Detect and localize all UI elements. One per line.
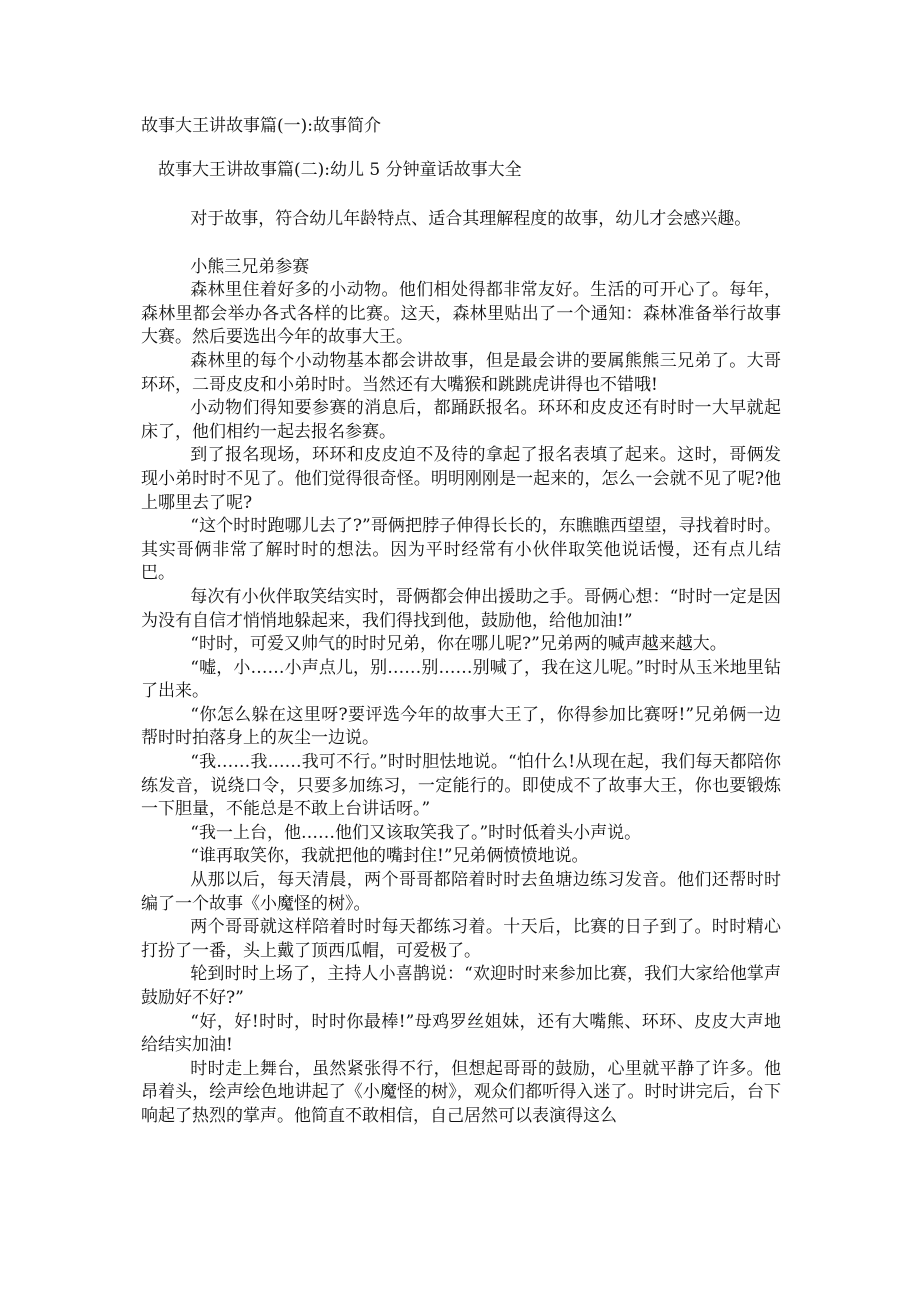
- story-paragraph: “我……我……我可不行。”时时胆怯地说。“怕什么!从现在起，我们每天都陪你练发音，说绕口令，只要多加练习，一定能行的。即使成不了故事大王，你也要锻炼一下胆量，不能总是不敢上台讲话呀。”: [141, 752, 781, 820]
- story-paragraph: “时时，可爱又帅气的时时兄弟，你在哪儿呢?”兄弟两的喊声越来越大。: [190, 634, 727, 655]
- heading-story-intro: 故事大王讲故事篇(一):故事简介: [141, 116, 381, 136]
- story-paragraph: 到了报名现场，环环和皮皮迫不及待的拿起了报名表填了起来。这时，哥俩发现小弟时时不见了。他们觉得很奇怪。明明刚刚是一起来的，怎么一会就不见了呢?他上哪里去了呢?: [141, 445, 781, 513]
- story-paragraph: 森林里的每个小动物基本都会讲故事，但是最会讲的要属熊熊三兄弟了。大哥环环，二哥皮皮和小弟时时。当然还有大嘴猴和跳跳虎讲得也不错哦!: [141, 350, 781, 395]
- story-paragraph: “谁再取笑你，我就把他的嘴封住!”兄弟俩愤愤地说。: [190, 846, 589, 867]
- story-paragraph: 时时走上舞台，虽然紧张得不行，但想起哥哥的鼓励，心里就平静了许多。他昂着头，绘声绘色地讲起了《小魔怪的树》，观众们都听得入迷了。时时讲完后，台下响起了热烈的掌声。他简直不敢相信，自己居然可以表演得这么: [141, 1058, 781, 1126]
- story-paragraph: 两个哥哥就这样陪着时时每天都练习着。十天后，比赛的日子到了。时时精心打扮了一番，头上戴了顶西瓜帽，可爱极了。: [141, 917, 781, 961]
- story-paragraph: “我一上台，他……他们又该取笑我了。”时时低着头小声说。: [190, 822, 642, 843]
- story-paragraph: “好，好!时时，时时你最棒!”母鸡罗丝姐妹，还有大嘴熊、环环、皮皮大声地给结实加油!: [141, 1011, 781, 1056]
- story-paragraph: “你怎么躲在这里呀?要评选今年的故事大王了，你得参加比赛呀!”兄弟俩一边帮时时拍落身上的灰尘一边说。: [141, 704, 781, 749]
- intro-paragraph: 对于故事，符合幼儿年龄特点、适合其理解程度的故事，幼儿才会感兴趣。: [190, 209, 752, 229]
- document-body: [141, 208, 781, 1129]
- story-title: 小熊三兄弟参赛: [190, 256, 310, 277]
- story-paragraph: 轮到时时上场了，主持人小喜鹊说：“欢迎时时来参加比赛，我们大家给他掌声鼓励好不好?”: [141, 964, 781, 1008]
- story-paragraph: 森林里住着好多的小动物。他们相处得都非常友好。生活的可开心了。每年，森林里都会举办各式各样的比赛。这天，森林里贴出了一个通知：森林准备举行故事大赛。然后要选出今年的故事大王。: [141, 280, 781, 348]
- heading-story-collection: 故事大王讲故事篇(二):幼儿 5 分钟童话故事大全: [158, 160, 522, 180]
- story-paragraph: 小动物们得知要参赛的消息后，都踊跃报名。环环和皮皮还有时时一大早就起床了，他们相约一起去报名参赛。: [141, 398, 781, 442]
- story-paragraph: 每次有小伙伴取笑结实时，哥俩都会伸出援助之手。哥俩心想：“时时一定是因为没有自信才悄悄地躲起来，我们得找到他，鼓励他，给他加油!”: [141, 586, 781, 631]
- story-paragraph: 从那以后，每天清晨，两个哥哥都陪着时时去鱼塘边练习发音。他们还帮时时编了一个故事《小魔怪的树》。: [141, 870, 781, 914]
- story-paragraph: “嘘，小……小声点儿，别……别……别喊了，我在这儿呢。”时时从玉米地里钻了出来。: [141, 657, 781, 702]
- story-paragraph: “这个时时跑哪儿去了?”哥俩把脖子伸得长长的，东瞧瞧西望望，寻找着时时。其实哥俩非常了解时时的想法。因为平时经常有小伙伴取笑他说话慢，还有点儿结巴。: [141, 516, 781, 584]
